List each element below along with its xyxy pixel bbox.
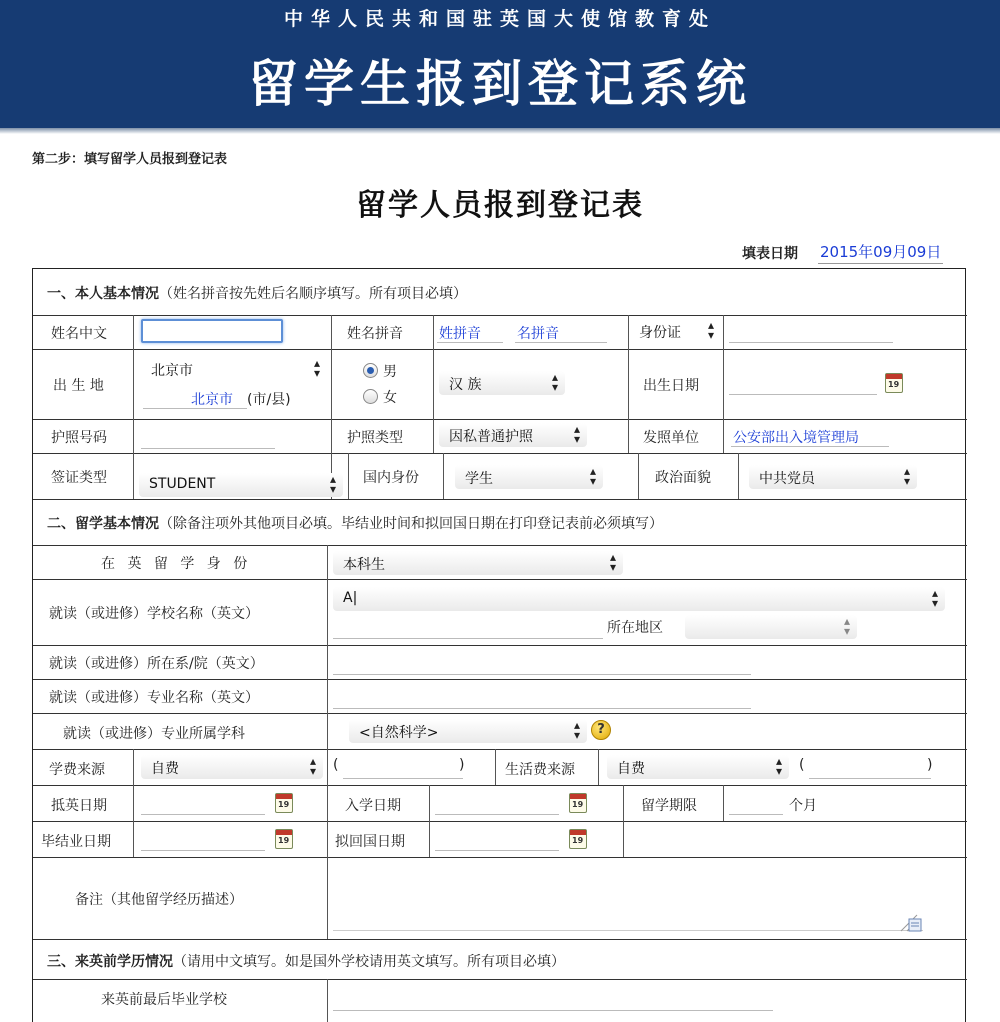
- birthplace-city-suffix: (市/县): [247, 392, 291, 408]
- name-cn-input[interactable]: [141, 319, 283, 343]
- section2-heading: [47, 513, 663, 533]
- row-divider: [33, 749, 967, 750]
- birthplace-city-input[interactable]: 北京市: [191, 392, 233, 408]
- political-status-select[interactable]: [749, 465, 917, 489]
- passport-no-input[interactable]: [141, 427, 275, 449]
- select-arrows-icon: ▴ ▾: [903, 465, 911, 488]
- row-divider: [33, 679, 967, 680]
- select-arrows-icon: ▴ ▾: [931, 587, 939, 610]
- gender-male-label: 男: [383, 364, 397, 380]
- fill-date-label: 填表日期: [742, 246, 798, 262]
- passport-type-select[interactable]: [439, 423, 587, 447]
- row-divider: [33, 821, 967, 822]
- row-divider: [33, 315, 967, 316]
- row-divider: [33, 645, 967, 646]
- return-date-input[interactable]: [435, 829, 559, 851]
- col-divider: [331, 315, 332, 499]
- return-date-label: 拟回国日期: [335, 834, 405, 850]
- study-status-label: 在 英 留 学 身 份: [101, 556, 252, 572]
- col-divider: [433, 419, 434, 453]
- calendar-icon[interactable]: 19: [569, 829, 587, 849]
- surname-pinyin-underline: [437, 321, 503, 343]
- last-school-label: 来英前最后毕业学校: [101, 992, 227, 1008]
- living-note-open: (: [799, 757, 805, 773]
- arrival-date-label: 抵英日期: [51, 798, 107, 814]
- graduation-date-input[interactable]: [141, 829, 265, 851]
- help-icon[interactable]: ?: [591, 720, 611, 740]
- registration-form: [32, 268, 966, 1022]
- domestic-status-label: 国内身份: [363, 470, 419, 486]
- birthplace-province-select[interactable]: [141, 357, 327, 381]
- col-divider: [327, 979, 328, 1022]
- ethnicity-select[interactable]: [439, 371, 565, 395]
- col-divider: [638, 453, 639, 499]
- political-status-value: 中共党员: [759, 471, 815, 487]
- domestic-status-select[interactable]: [455, 465, 603, 489]
- school-name-value: A|: [343, 590, 358, 606]
- row-divider: [33, 419, 967, 420]
- col-divider: [327, 857, 328, 939]
- col-divider: [443, 453, 444, 499]
- given-pinyin-input[interactable]: 名拼音: [517, 326, 559, 342]
- living-note-input[interactable]: [809, 757, 931, 779]
- col-divider: [348, 453, 349, 499]
- select-arrows-icon: ▴ ▾: [843, 615, 851, 638]
- col-divider: [623, 821, 624, 857]
- visa-type-label: 签证类型: [51, 470, 107, 486]
- study-status-value: 本科生: [343, 557, 385, 573]
- col-divider: [133, 749, 134, 857]
- col-divider: [723, 785, 724, 821]
- col-divider: [433, 315, 434, 349]
- row-divider: [33, 939, 967, 940]
- birthplace-province-value: 北京市: [151, 363, 193, 379]
- duration-unit: 个月: [789, 798, 817, 814]
- school-name-label: 就读（或进修）学校名称（英文）: [49, 606, 259, 622]
- gender-female-label: 女: [383, 390, 397, 406]
- living-note-close: ): [927, 757, 933, 773]
- discipline-label: 就读（或进修）专业所属学科: [63, 726, 245, 742]
- major-input[interactable]: [333, 687, 751, 709]
- issuer-underline: [731, 425, 889, 447]
- select-arrows-icon: ▴ ▾: [589, 465, 597, 488]
- calendar-icon[interactable]: 19: [275, 829, 293, 849]
- duration-label: 留学期限: [641, 798, 697, 814]
- discipline-value: <自然科学>: [359, 725, 439, 741]
- banner-shadow: [0, 128, 1000, 134]
- tuition-source-value: 自费: [151, 761, 179, 777]
- political-label: 政治面貌: [655, 470, 711, 486]
- tuition-source-label: 学费来源: [49, 762, 105, 778]
- col-divider: [628, 349, 629, 453]
- ethnicity-value: 汉 族: [449, 377, 482, 393]
- id-type-value: 身份证: [639, 325, 681, 341]
- form-title: 留学人员报到登记表: [356, 188, 644, 223]
- select-arrows-icon: ▴ ▾: [775, 755, 783, 778]
- id-type-select[interactable]: [629, 319, 721, 343]
- select-arrows-icon: ▴ ▾: [309, 755, 317, 778]
- col-divider: [429, 785, 430, 857]
- passport-no-label: 护照号码: [51, 430, 107, 446]
- section3-title: 三、来英前学历情况: [47, 954, 173, 970]
- region-label: 所在地区: [607, 620, 663, 636]
- birthplace-label: 出 生 地: [53, 378, 104, 394]
- surname-pinyin-input[interactable]: 姓拼音: [439, 326, 481, 342]
- school-name-text[interactable]: [333, 617, 603, 639]
- section2-title: 二、留学基本情况: [47, 516, 159, 532]
- col-divider: [327, 749, 328, 857]
- passport-type-value: 因私普通护照: [449, 429, 533, 445]
- graduation-date-label: 毕结业日期: [41, 834, 111, 850]
- issuer-input[interactable]: 公安部出入境管理局: [733, 430, 859, 446]
- arrival-date-input[interactable]: [141, 793, 265, 815]
- col-divider: [738, 453, 739, 499]
- col-divider: [598, 749, 599, 785]
- col-divider: [723, 349, 724, 453]
- calendar-icon[interactable]: 19: [885, 373, 903, 393]
- row-divider: [33, 857, 967, 858]
- fill-date-field[interactable]: 2015年09月09日: [818, 241, 943, 264]
- domestic-status-value: 学生: [465, 471, 493, 487]
- name-py-label: 姓名拼音: [347, 326, 403, 342]
- header-banner: [0, 0, 1000, 128]
- col-divider: [433, 349, 434, 419]
- section1-title: 一、本人基本情况: [47, 286, 159, 302]
- remarks-textarea[interactable]: [333, 869, 923, 931]
- enroll-date-input[interactable]: [435, 793, 559, 815]
- select-arrows-icon: ▴ ▾: [573, 423, 581, 446]
- step-indicator: 第二步：填写留学人员报到登记表: [32, 152, 228, 167]
- col-divider: [623, 785, 624, 821]
- select-arrows-icon: ▴ ▾: [551, 371, 559, 394]
- enroll-date-label: 入学日期: [345, 798, 401, 814]
- remarks-label: 备注（其他留学经历描述）: [75, 892, 243, 908]
- row-divider: [33, 979, 967, 980]
- select-arrows-icon: ▴ ▾: [329, 473, 337, 496]
- col-divider: [327, 545, 328, 749]
- tuition-source-select[interactable]: [141, 755, 323, 779]
- study-status-select[interactable]: [333, 551, 623, 575]
- birth-date-label: 出生日期: [643, 378, 699, 394]
- department-input[interactable]: [333, 653, 751, 675]
- row-divider: [33, 785, 967, 786]
- given-pinyin-underline: [515, 321, 607, 343]
- row-divider: [33, 349, 967, 350]
- row-divider: [33, 499, 967, 500]
- visa-type-select[interactable]: [139, 473, 343, 497]
- duration-input[interactable]: [729, 793, 783, 815]
- row-divider: [33, 545, 967, 546]
- id-number-input[interactable]: [729, 321, 893, 343]
- select-arrows-icon: ▴ ▾: [573, 719, 581, 742]
- gender-male-radio[interactable]: [363, 363, 378, 378]
- col-divider: [133, 315, 134, 499]
- section3-note: （请用中文填写。如是国外学校请用英文填写。所有项目必填）: [173, 954, 565, 970]
- tuition-note-open: (: [333, 757, 339, 773]
- living-source-label: 生活费来源: [505, 762, 575, 778]
- system-title: 留学生报到登记系统: [248, 55, 752, 113]
- calendar-icon[interactable]: 19: [569, 793, 587, 813]
- select-arrows-icon: ▴ ▾: [609, 551, 617, 574]
- name-cn-label: 姓名中文: [51, 326, 107, 342]
- major-label: 就读（或进修）专业名称（英文）: [49, 690, 259, 706]
- section3-heading: [47, 951, 565, 971]
- section2-note: （除备注项外其他项目必填。毕结业时间和拟回国日期在打印登记表前必须填写）: [159, 516, 663, 532]
- tuition-note-close: ): [459, 757, 465, 773]
- col-divider: [495, 749, 496, 785]
- birth-date-input[interactable]: [729, 373, 877, 395]
- section1-note: （姓名拼音按先姓后名顺序填写。所有项目必填）: [159, 286, 467, 302]
- col-divider: [723, 315, 724, 349]
- tuition-note-input[interactable]: [343, 757, 463, 779]
- resize-handle-icon[interactable]: [895, 911, 923, 933]
- living-source-select[interactable]: [607, 755, 789, 779]
- discipline-select[interactable]: [349, 719, 587, 743]
- department-label: 就读（或进修）所在系/院（英文）: [49, 656, 264, 672]
- section1-heading: [47, 283, 467, 303]
- school-name-select[interactable]: [333, 587, 945, 611]
- living-source-value: 自费: [617, 761, 645, 777]
- last-school-input[interactable]: [333, 989, 773, 1011]
- birthplace-city-underline: [143, 387, 247, 409]
- issuer-label: 发照单位: [643, 430, 699, 446]
- row-divider: [33, 713, 967, 714]
- gender-female-radio[interactable]: [363, 389, 378, 404]
- select-arrows-icon: ▴ ▾: [707, 318, 715, 342]
- passport-type-label: 护照类型: [347, 430, 403, 446]
- embassy-name: 中华人民共和国驻英国大使馆教育处: [283, 8, 716, 30]
- row-divider: [33, 579, 967, 580]
- select-arrows-icon: ▴ ▾: [313, 357, 321, 380]
- visa-type-value: STUDENT: [149, 476, 216, 492]
- calendar-icon[interactable]: 19: [275, 793, 293, 813]
- region-select[interactable]: [685, 615, 857, 639]
- row-divider: [33, 453, 967, 454]
